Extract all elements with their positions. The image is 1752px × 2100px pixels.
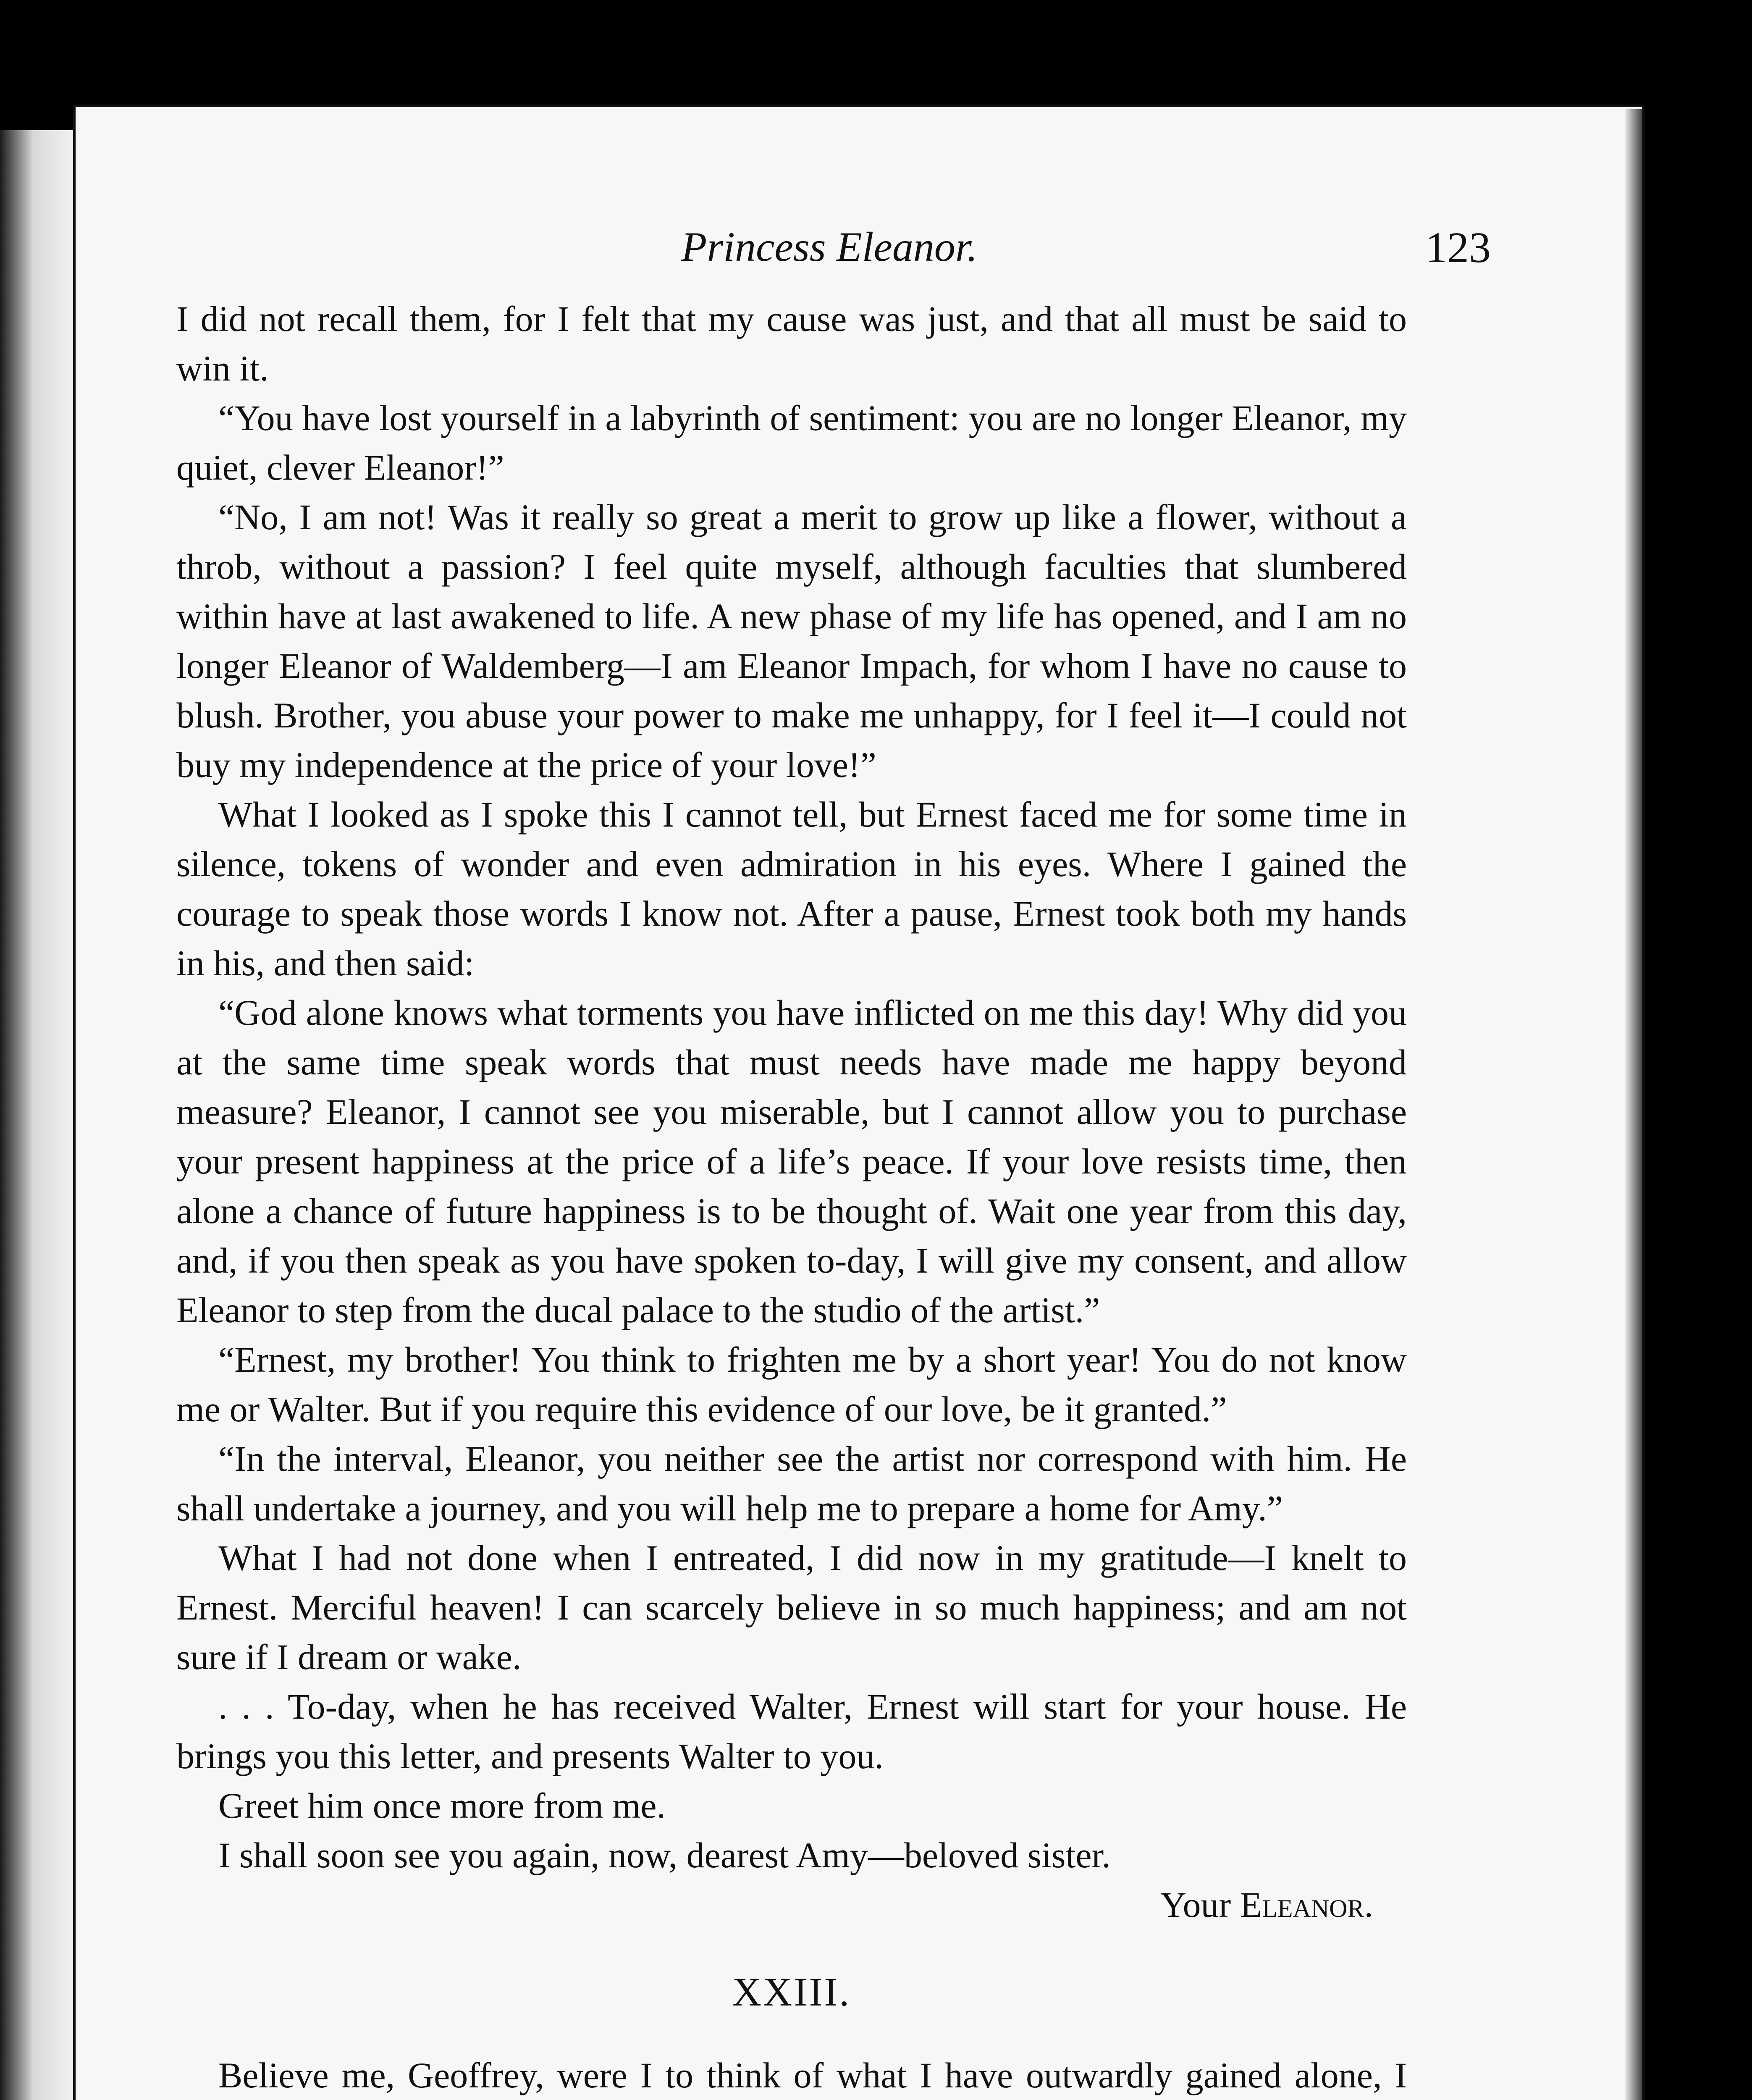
page-number: 123 xyxy=(1425,223,1491,272)
body-text xyxy=(176,294,1407,2100)
paragraph: “God alone knows what torments you have inflicted on me this day! Why did you at the same time speak words that must needs have made me happy beyond measure? Eleanor, I cannot see you miserable, but I cannot allow you to purchase your present happiness at the price of a life’s peace. If your love resists time, then alone a chance of future happiness is to be thought of. Wait one year from this day, and, if you then speak as you have spoken to-day, I will give my consent, and allow Eleanor to step from the ducal palace to the studio of the artist.” xyxy=(176,992,1407,1330)
letter-signature xyxy=(176,1880,1407,1929)
facing-page-edge xyxy=(0,130,73,2100)
running-title: Princess Eleanor. xyxy=(681,223,978,270)
paragraph: What I had not done when I entreated, I did now in my gratitude—I knelt to Ernest. Merciful heaven! I can scarcely believe in so much happiness; and am not sure if I dream or wake. xyxy=(176,1538,1407,1677)
running-head xyxy=(176,223,1491,298)
chapter-heading: XXIII. xyxy=(732,1969,851,2014)
paragraph: “Ernest, my brother! You think to frighten me by a short year! You do not know me or Walter. But if you require this evidence of our love, be it granted.” xyxy=(176,1339,1407,1429)
paragraph: “You have lost yourself in a labyrinth of sentiment: you are no longer Eleanor, my quiet, clever Eleanor!” xyxy=(176,398,1407,488)
paragraph: I shall soon see you again, now, dearest Amy—beloved sister. xyxy=(218,1835,1111,1875)
paragraph: Believe me, Geoffrey, were I to think of what I have outwardly gained alone, I xyxy=(218,2055,1407,2095)
paragraph: “In the interval, Eleanor, you neither see the artist nor correspond with him. He shall undertake a journey, and you will help me to prepare a home for Amy.” xyxy=(176,1438,1407,1528)
signature-prefix: Your xyxy=(1160,1885,1231,1925)
signature-name: Eleanor. xyxy=(1240,1885,1373,1925)
paragraph: What I looked as I spoke this I cannot tell, but Ernest faced me for some time in silence, tokens of wonder and even admiration in his eyes. Where I gained the courage to speak those words I know not. After a pause, Ernest took both my hands in his, and then said: xyxy=(176,794,1407,983)
paragraph: . . . To-day, when he has received Walter, Ernest will start for your house. He brings you this letter, and presents Walter to you. xyxy=(176,1686,1407,1776)
paragraph: Greet him once more from me. xyxy=(218,1785,666,1826)
paragraph: I did not recall them, for I felt that my cause was just, and that all must be said to win it. xyxy=(176,299,1407,388)
paragraph: “No, I am not! Was it really so great a merit to grow up like a flower, without a throb, without a passion? I feel quite myself, although faculties that slumbered within have at last awakened to life. A new phase of my life has opened, and I am no longer Eleanor of Waldemberg—I am Eleanor Impach, for whom I have no cause to blush. Brother, you abuse your power to make me unhappy, for I feel it—I could not buy my independence at the price of your love!” xyxy=(176,497,1407,785)
